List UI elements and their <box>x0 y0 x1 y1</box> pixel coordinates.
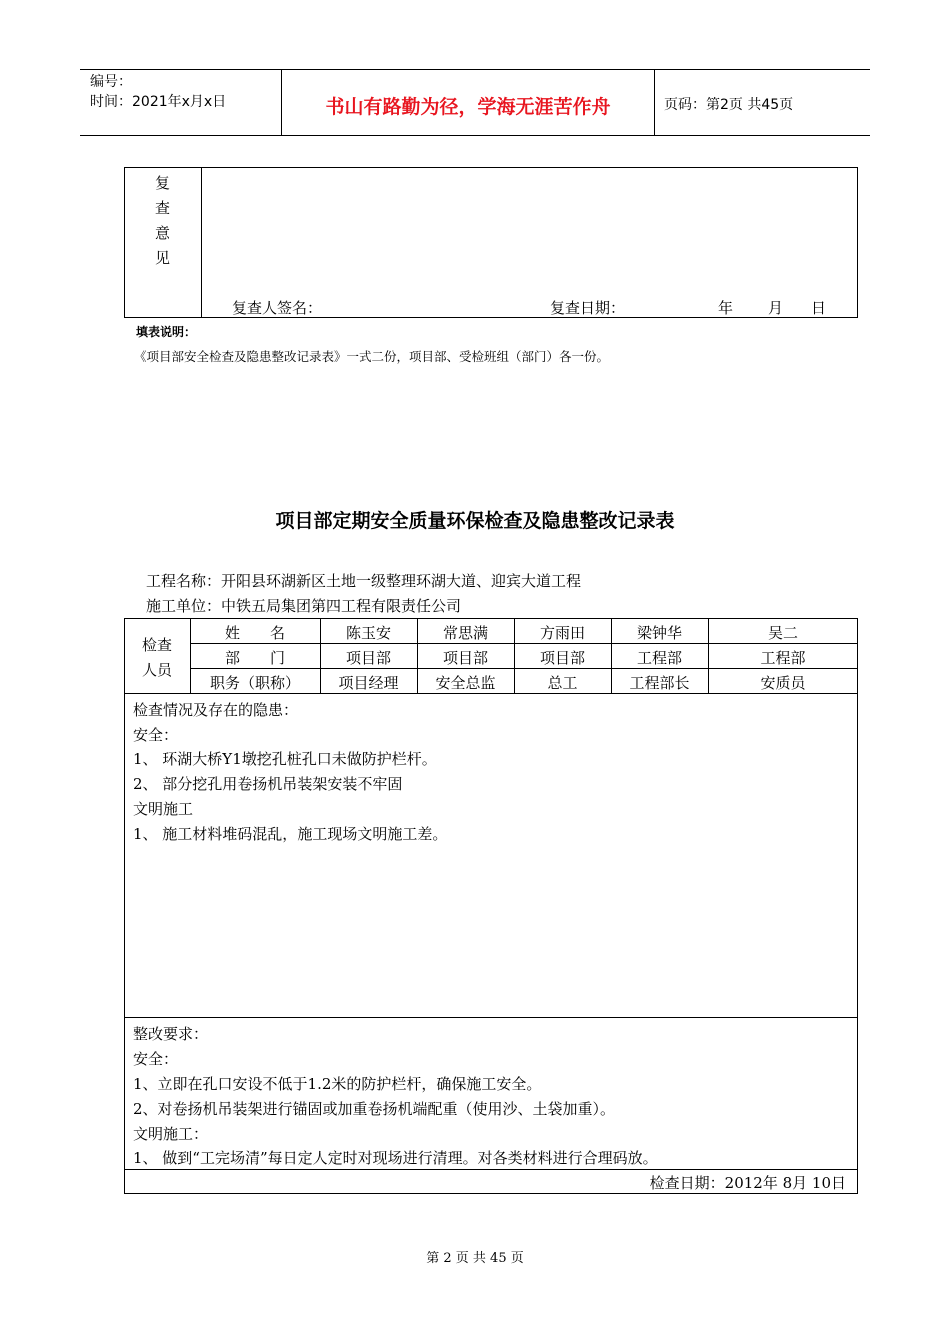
review-date-month: 月 <box>768 299 784 317</box>
header-bottom-rule <box>80 135 870 136</box>
inspectors-label: 检查 <box>141 636 172 654</box>
document-number-label: 编号： <box>90 74 132 90</box>
header-top-rule <box>80 69 870 70</box>
review-date-day: 日 <box>811 299 827 317</box>
inspectors-label: 人员 <box>141 661 172 679</box>
inspector-department: 项目部 <box>539 649 585 667</box>
rectification-line: 1、 做到“工完场清”每日定人定时对现场进行清理。对各类材料进行合理码放。 <box>133 1149 658 1167</box>
inspector-position: 安质员 <box>760 674 806 692</box>
table-divider <box>124 693 858 694</box>
hazard-line: 1、 施工材料堆码混乱，施工现场文明施工差。 <box>133 825 448 843</box>
page-footer: 第 2 页 共 45 页 <box>426 1251 524 1266</box>
notes-title: 填表说明： <box>136 325 197 339</box>
review-side-label-char: 查 <box>155 199 171 217</box>
hazard-line: 1、 环湖大桥Y1墩挖孔桩孔口未做防护栏杆。 <box>133 750 437 768</box>
row-label-name: 姓 名 <box>224 624 285 642</box>
hazard-line: 检查情况及存在的隐患： <box>133 701 299 719</box>
table-divider <box>124 1017 858 1018</box>
table-divider <box>190 668 858 669</box>
review-date-label: 复查日期： <box>550 299 626 317</box>
review-side-label-char: 复 <box>155 174 171 192</box>
table-divider <box>201 167 202 318</box>
inspector-department: 项目部 <box>345 649 391 667</box>
hazard-line: 安全： <box>133 726 179 744</box>
inspector-name: 陈玉安 <box>345 624 391 642</box>
page-counter: 页码：第2页 共45页 <box>664 97 794 113</box>
row-label-position: 职务（职称） <box>209 674 300 692</box>
rectification-line: 2、对卷扬机吊装架进行锚固或加重卷扬机端配重（使用沙、土袋加重）。 <box>133 1100 616 1118</box>
project-name: 工程名称：开阳县环湖新区土地一级整理环湖大道、迎宾大道工程 <box>146 572 582 590</box>
rectification-line: 整改要求： <box>133 1025 209 1043</box>
inspector-name: 方雨田 <box>539 624 585 642</box>
review-side-label-char: 见 <box>155 249 171 267</box>
inspector-department: 工程部 <box>636 649 682 667</box>
inspector-position: 工程部长 <box>629 674 690 692</box>
inspector-position: 总工 <box>547 674 578 692</box>
hazard-line: 文明施工 <box>133 800 194 818</box>
form-title: 项目部定期安全质量环保检查及隐患整改记录表 <box>275 510 675 532</box>
rectification-line: 1、立即在孔口安设不低于1.2米的防护栏杆，确保施工安全。 <box>133 1075 542 1093</box>
notes-text: 《项目部安全检查及隐患整改记录表》一式二份，项目部、受检班组（部门）各一份。 <box>134 349 610 364</box>
rectification-line: 安全： <box>133 1050 179 1068</box>
inspector-name: 吴二 <box>767 624 798 642</box>
header-divider <box>654 69 655 136</box>
document-time-label: 时间：2021年x月x日 <box>90 94 227 110</box>
inspector-name: 梁钟华 <box>636 624 682 642</box>
rectification-line: 文明施工： <box>133 1125 209 1143</box>
table-divider <box>190 643 858 644</box>
header-slogan: 书山有路勤为径，学海无涯苦作舟 <box>325 96 611 118</box>
inspector-position: 项目经理 <box>338 674 399 692</box>
review-date-year: 年 <box>718 299 734 317</box>
inspector-department: 工程部 <box>760 649 806 667</box>
row-label-department: 部 门 <box>224 649 285 667</box>
inspector-position: 安全总监 <box>435 674 496 692</box>
hazard-line: 2、 部分挖孔用卷扬机吊装架安装不牢固 <box>133 775 403 793</box>
inspector-department: 项目部 <box>442 649 488 667</box>
reviewer-signature-label: 复查人签名： <box>232 299 323 317</box>
review-side-label-char: 意 <box>155 224 171 242</box>
construction-unit: 施工单位：中铁五局集团第四工程有限责任公司 <box>146 597 462 615</box>
check-date: 检查日期：2012年 8月 10日 <box>649 1174 846 1192</box>
review-opinion-table <box>124 167 858 318</box>
inspector-name: 常思满 <box>442 624 488 642</box>
table-divider <box>124 1169 858 1170</box>
